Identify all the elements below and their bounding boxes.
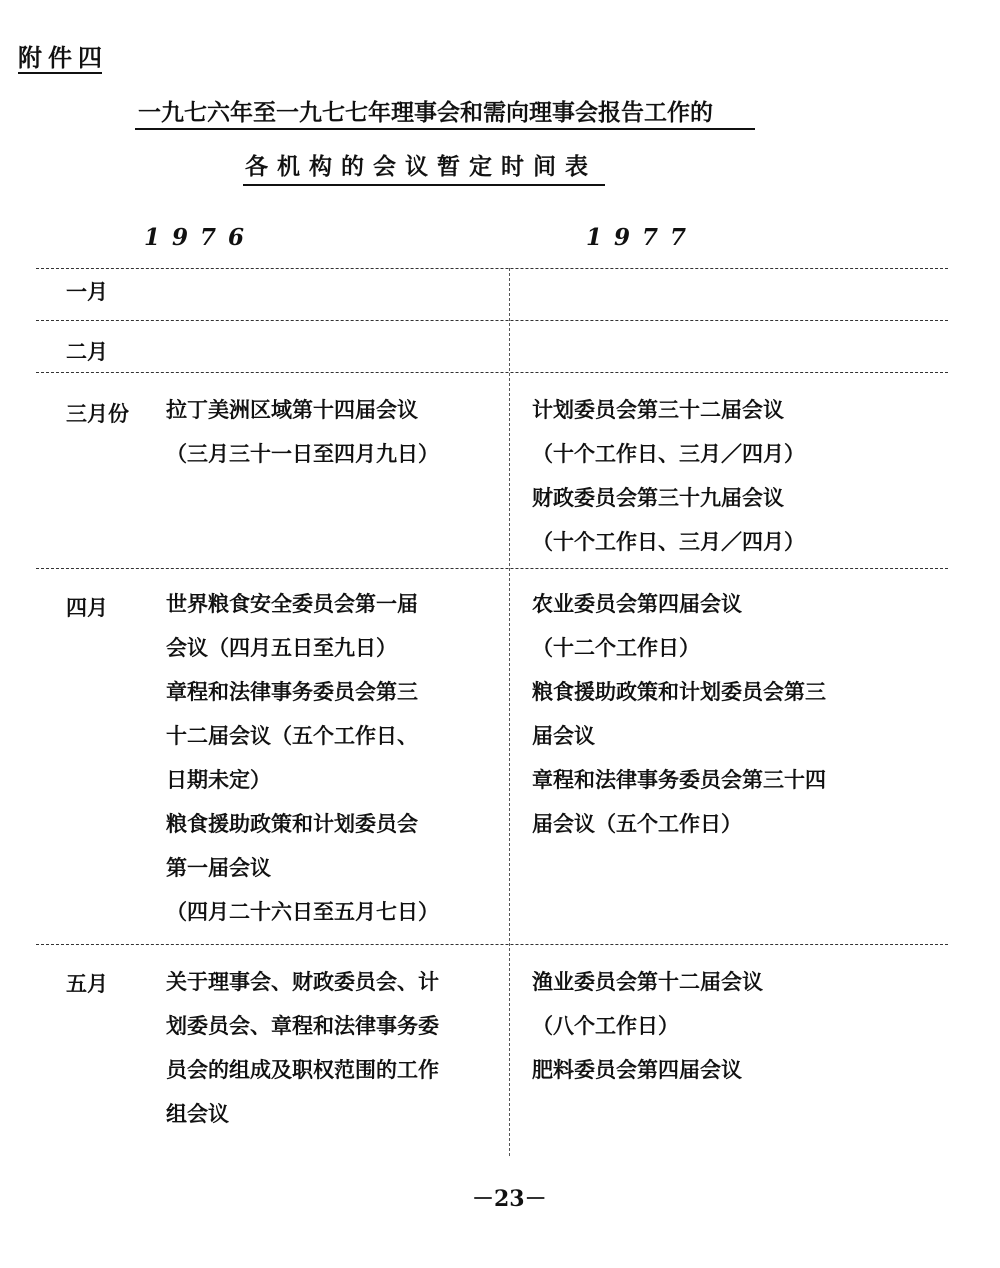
- month-label: 三月份: [66, 401, 129, 426]
- meeting-line: （八个工作日）: [532, 1013, 679, 1038]
- month-label: 五月: [66, 971, 108, 996]
- meeting-line: 章程和法律事务委员会第三十四: [532, 767, 826, 792]
- meeting-line: 粮食援助政策和计划委员会第三: [532, 679, 826, 704]
- schedule-cell-1976: [166, 388, 439, 476]
- meeting-line: 肥料委员会第四届会议: [532, 1057, 742, 1082]
- schedule-cell-1977: [532, 388, 805, 564]
- column-divider: [509, 268, 510, 1156]
- meeting-line: 渔业委员会第十二届会议: [532, 969, 763, 994]
- table-divider: [36, 944, 948, 945]
- table-divider: [36, 320, 948, 321]
- meeting-line: （四月二十六日至五月七日）: [166, 899, 439, 924]
- meeting-line: 第一届会议: [166, 855, 271, 880]
- table-divider: [36, 568, 948, 569]
- meeting-line: 农业委员会第四届会议: [532, 591, 742, 616]
- month-label: 四月: [66, 595, 108, 620]
- meeting-line: 关于理事会、财政委员会、计: [166, 969, 439, 994]
- year-1976-heading: 1976: [144, 224, 257, 251]
- meeting-line: 拉丁美洲区域第十四届会议: [166, 397, 418, 422]
- meeting-line: （十二个工作日）: [532, 635, 700, 660]
- meeting-line: （十个工作日、三月／四月）: [532, 529, 805, 554]
- schedule-cell-1977: [532, 582, 826, 846]
- meeting-line: 财政委员会第三十九届会议: [532, 485, 784, 510]
- meeting-line: 组会议: [166, 1101, 229, 1126]
- title-underline-2: [243, 184, 605, 186]
- meeting-line: 会议（四月五日至九日）: [166, 635, 397, 660]
- schedule-cell-1976: [166, 960, 439, 1136]
- title-underline-1: [135, 128, 755, 130]
- year-1977-heading: 1977: [586, 224, 699, 251]
- month-label: 一月: [66, 279, 108, 304]
- meeting-line: 十二届会议（五个工作日、: [166, 723, 418, 748]
- table-divider: [36, 372, 948, 373]
- meeting-line: 划委员会、章程和法律事务委: [166, 1013, 439, 1038]
- annex-underline: [18, 72, 102, 74]
- annex-label: 附件四: [18, 43, 108, 72]
- meeting-line: 员会的组成及职权范围的工作: [166, 1057, 439, 1082]
- schedule-cell-1976: [166, 582, 439, 934]
- table-divider: [36, 268, 948, 269]
- meeting-line: 届会议: [532, 723, 595, 748]
- meeting-line: 世界粮食安全委员会第一届: [166, 591, 418, 616]
- document-title-line1: 一九七六年至一九七七年理事会和需向理事会报告工作的: [138, 99, 713, 126]
- document-title-line2: 各机构的会议暂定时间表: [245, 153, 597, 180]
- meeting-line: （三月三十一日至四月九日）: [166, 441, 439, 466]
- meeting-line: （十个工作日、三月／四月）: [532, 441, 805, 466]
- meeting-line: 届会议（五个工作日）: [532, 811, 742, 836]
- meeting-line: 粮食援助政策和计划委员会: [166, 811, 418, 836]
- page-number: －23－: [472, 1186, 547, 1212]
- meeting-line: 章程和法律事务委员会第三: [166, 679, 418, 704]
- meeting-line: 计划委员会第三十二届会议: [532, 397, 784, 422]
- meeting-line: 日期未定）: [166, 767, 271, 792]
- month-label: 二月: [66, 339, 108, 364]
- schedule-cell-1977: [532, 960, 763, 1092]
